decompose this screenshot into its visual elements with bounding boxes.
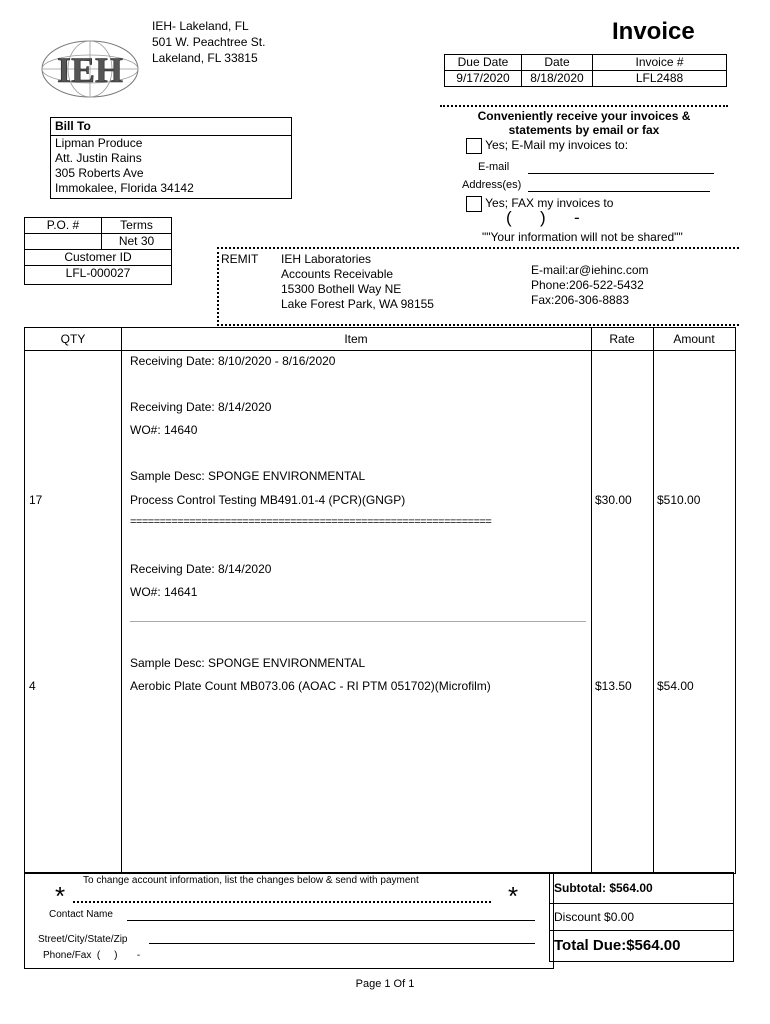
star-left: * bbox=[55, 881, 66, 911]
sample-desc: Sample Desc: SPONGE ENVIRONMENTAL bbox=[130, 656, 366, 670]
privacy-note: ""Your information will not be shared"" bbox=[482, 230, 683, 244]
item-amount: $510.00 bbox=[657, 493, 701, 507]
company-logo bbox=[40, 38, 140, 100]
customer-id-value: LFL-000027 bbox=[25, 266, 172, 285]
po-terms-table bbox=[24, 217, 172, 285]
company-address bbox=[152, 18, 265, 66]
bill-to-line: 305 Roberts Ave bbox=[55, 166, 144, 180]
receiving-range: Receiving Date: 8/10/2020 - 8/16/2020 bbox=[130, 354, 336, 368]
offer-heading-2: statements by email or fax bbox=[508, 123, 660, 137]
item-rate: $13.50 bbox=[595, 679, 632, 693]
svg-text:IEH: IEH bbox=[56, 50, 124, 90]
receiving-date: Receiving Date: 8/14/2020 bbox=[130, 400, 272, 414]
email-line-2[interactable] bbox=[528, 191, 710, 192]
fax-number-field[interactable]: ( ) - bbox=[506, 208, 580, 227]
star-right: * bbox=[508, 881, 519, 911]
item-qty: 17 bbox=[29, 493, 43, 507]
street-label: Street/City/State/Zip bbox=[38, 934, 128, 945]
company-city: Lakeland, FL 33815 bbox=[152, 51, 258, 65]
work-order: WO#: 14641 bbox=[130, 585, 198, 599]
amount-header: Amount bbox=[673, 332, 715, 346]
terms-label: Terms bbox=[102, 218, 172, 234]
remit-email: E-mail:ar@iehinc.com bbox=[531, 263, 649, 277]
subtotal: Subtotal: $564.00 bbox=[549, 872, 734, 904]
customer-id-label: Customer ID bbox=[25, 250, 172, 266]
fax-checkbox[interactable] bbox=[466, 196, 482, 212]
street-field[interactable] bbox=[149, 943, 535, 944]
bill-to-line: Immokalee, Florida 34142 bbox=[55, 181, 194, 195]
email-option-label: Yes; E-Mail my invoices to: bbox=[485, 138, 629, 153]
item-separator: ============================================================= bbox=[130, 516, 492, 528]
dotted-line bbox=[73, 901, 491, 903]
remit-line: Accounts Receivable bbox=[281, 267, 394, 281]
receiving-date: Receiving Date: 8/14/2020 bbox=[130, 562, 272, 576]
qty-header: QTY bbox=[60, 332, 86, 346]
remit-line: Lake Forest Park, WA 98155 bbox=[281, 297, 434, 311]
email-checkbox[interactable] bbox=[466, 138, 482, 154]
discount: Discount $0.00 bbox=[549, 904, 734, 931]
company-street: 501 W. Peachtree St. bbox=[152, 35, 266, 49]
account-change-box bbox=[24, 872, 554, 969]
po-label: P.O. # bbox=[25, 218, 102, 234]
item-amount: $54.00 bbox=[657, 679, 694, 693]
date-value: 8/18/2020 bbox=[522, 71, 593, 87]
due-date-header: Due Date bbox=[445, 55, 522, 71]
email-line-1[interactable] bbox=[528, 173, 714, 174]
phone-fax-label: Phone/Fax ( ) - bbox=[43, 950, 141, 961]
contact-name-label: Contact Name bbox=[49, 909, 113, 920]
due-date-value: 9/17/2020 bbox=[445, 71, 522, 87]
po-value bbox=[25, 234, 102, 250]
company-name: IEH- Lakeland, FL bbox=[152, 19, 249, 33]
contact-name-field[interactable] bbox=[127, 920, 535, 921]
totals-box bbox=[549, 872, 734, 962]
invoice-title: Invoice bbox=[612, 18, 695, 45]
delivery-preference-box bbox=[440, 105, 728, 247]
item-rate: $30.00 bbox=[595, 493, 632, 507]
address-label: Address(es) bbox=[462, 179, 522, 191]
remit-box bbox=[217, 247, 739, 326]
item-header: Item bbox=[344, 332, 368, 346]
invoice-number-header: Invoice # bbox=[593, 55, 727, 71]
total-due: Total Due:$564.00 bbox=[549, 931, 734, 962]
item-desc: Process Control Testing MB491.01-4 (PCR)(GNGP) bbox=[130, 493, 406, 507]
bill-to-line: Att. Justin Rains bbox=[55, 151, 142, 165]
remit-phone: Phone:206-522-5432 bbox=[531, 278, 644, 292]
bill-to-line: Lipman Produce bbox=[55, 136, 143, 150]
invoice-meta-table bbox=[444, 54, 727, 87]
date-header: Date bbox=[522, 55, 593, 71]
page-number: Page 1 Of 1 bbox=[355, 978, 415, 990]
remit-fax: Fax:206-306-8883 bbox=[531, 293, 630, 307]
fax-option-label: Yes; FAX my invoices to bbox=[485, 196, 614, 211]
item-qty: 4 bbox=[29, 679, 36, 693]
sample-desc: Sample Desc: SPONGE ENVIRONMENTAL bbox=[130, 469, 366, 483]
bill-to-box bbox=[50, 117, 292, 199]
remit-label: REMIT bbox=[221, 252, 259, 266]
invoice-number-value: LFL2488 bbox=[593, 71, 727, 87]
rate-header: Rate bbox=[609, 332, 635, 346]
item-desc: Aerobic Plate Count MB073.06 (AOAC - RI PTM 051702)(Microfilm) bbox=[130, 679, 491, 693]
work-order: WO#: 14640 bbox=[130, 423, 198, 437]
change-note: To change account information, list the changes below & send with payment bbox=[83, 875, 419, 886]
divider bbox=[130, 621, 586, 622]
remit-line: IEH Laboratories bbox=[281, 252, 372, 266]
terms-value: Net 30 bbox=[102, 234, 172, 250]
remit-line: 15300 Bothell Way NE bbox=[281, 282, 402, 296]
bill-to-label: Bill To bbox=[51, 118, 291, 136]
line-items-table bbox=[24, 327, 736, 874]
email-label: E-mail bbox=[478, 161, 510, 173]
offer-heading-1: Conveniently receive your invoices & bbox=[477, 109, 691, 123]
